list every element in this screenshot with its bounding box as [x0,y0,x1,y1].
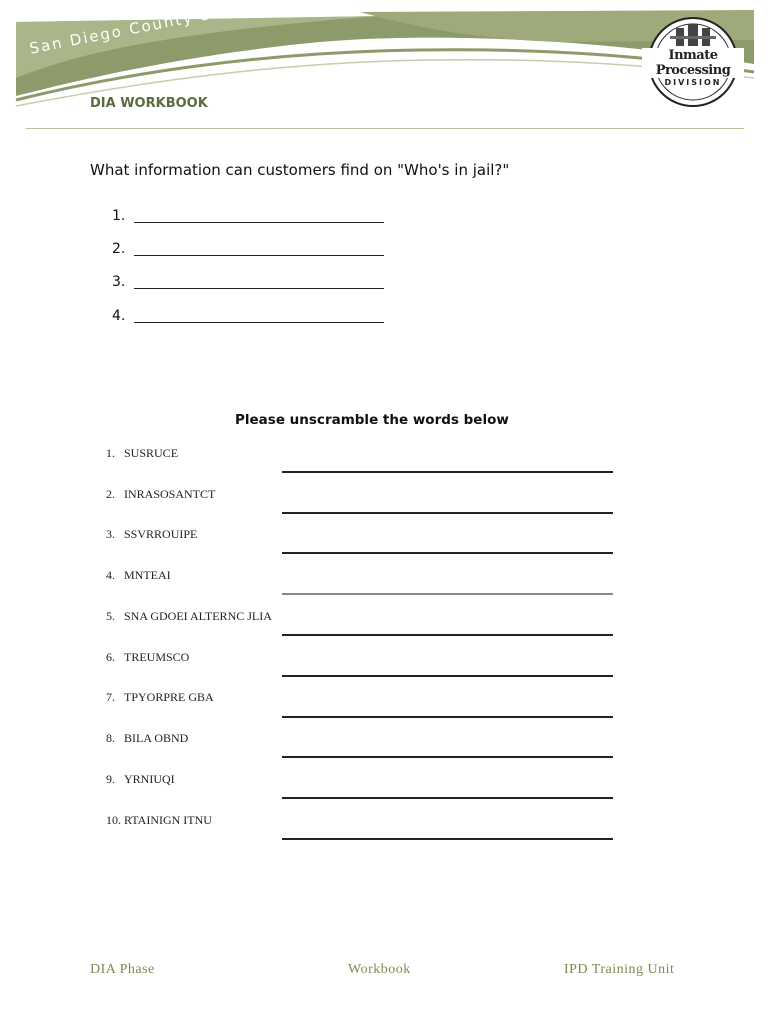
scrambled-word: TPYORPRE GBA [124,690,214,704]
scrambled-word-item [106,650,189,665]
answer-number: 2. [112,241,126,257]
unscramble-answer-line[interactable] [282,797,613,799]
item-number: 6. [106,650,115,664]
unscramble-title: Please unscramble the words below [235,412,509,428]
answer-blank[interactable] [134,288,384,289]
answer-blank[interactable] [134,255,384,256]
scrambled-word-item [106,487,215,502]
scrambled-word-item [106,527,197,542]
scrambled-word-item [106,690,214,705]
footer-workbook: Workbook [348,962,411,977]
answer-blank[interactable] [134,322,384,323]
scrambled-word: RTAINIGN ITNU [124,813,212,827]
unscramble-answer-line[interactable] [282,593,613,595]
scrambled-word: BILA OBND [124,731,189,745]
item-number: 10. [106,813,121,827]
inmate-processing-seal [640,14,746,110]
seal-main-text: Inmate Processing [642,48,744,78]
scrambled-word: SSVRROUIPE [124,527,198,541]
scrambled-word: SNA GDOEI ALTERNC JLIA [124,609,272,623]
unscramble-answer-line[interactable] [282,675,613,677]
workbook-label: DIA WORKBOOK [90,96,208,111]
answer-number: 4. [112,308,126,324]
answer-number: 1. [112,208,126,224]
scrambled-word: INRASOSANTCT [124,487,216,501]
item-number: 8. [106,731,115,745]
scrambled-word: SUSRUCE [124,446,179,460]
unscramble-answer-line[interactable] [282,471,613,473]
scrambled-word-item [106,813,212,828]
unscramble-answer-line[interactable] [282,634,613,636]
item-number: 5. [106,609,115,623]
scrambled-word-item [106,731,188,746]
unscramble-answer-line[interactable] [282,756,613,758]
footer-phase: DIA Phase [90,962,155,977]
scrambled-word-item [106,772,175,787]
footer-training-unit: IPD Training Unit [564,962,675,977]
unscramble-answer-line[interactable] [282,552,613,554]
item-number: 3. [106,527,115,541]
seal-sub-text: DIVISION [664,78,722,87]
scrambled-word: YRNIUQI [124,772,175,786]
unscramble-answer-line[interactable] [282,838,613,840]
question-text: What information can customers find on "Who's in jail?" [90,161,510,179]
header-divider [26,128,744,129]
unscramble-answer-line[interactable] [282,716,613,718]
scrambled-word: MNTEAI [124,568,171,582]
unscramble-answer-line[interactable] [282,512,613,514]
banner-title: San Diego County Sheriff's [28,0,280,58]
scrambled-word: TREUMSCO [124,650,190,664]
item-number: 9. [106,772,115,786]
scrambled-word-item [106,609,272,624]
item-number: 4. [106,568,115,582]
item-number: 2. [106,487,115,501]
scrambled-word-item [106,568,171,583]
answer-number: 3. [112,274,126,290]
scrambled-word-item [106,446,178,461]
item-number: 1. [106,446,115,460]
answer-blank[interactable] [134,222,384,223]
item-number: 7. [106,690,115,704]
